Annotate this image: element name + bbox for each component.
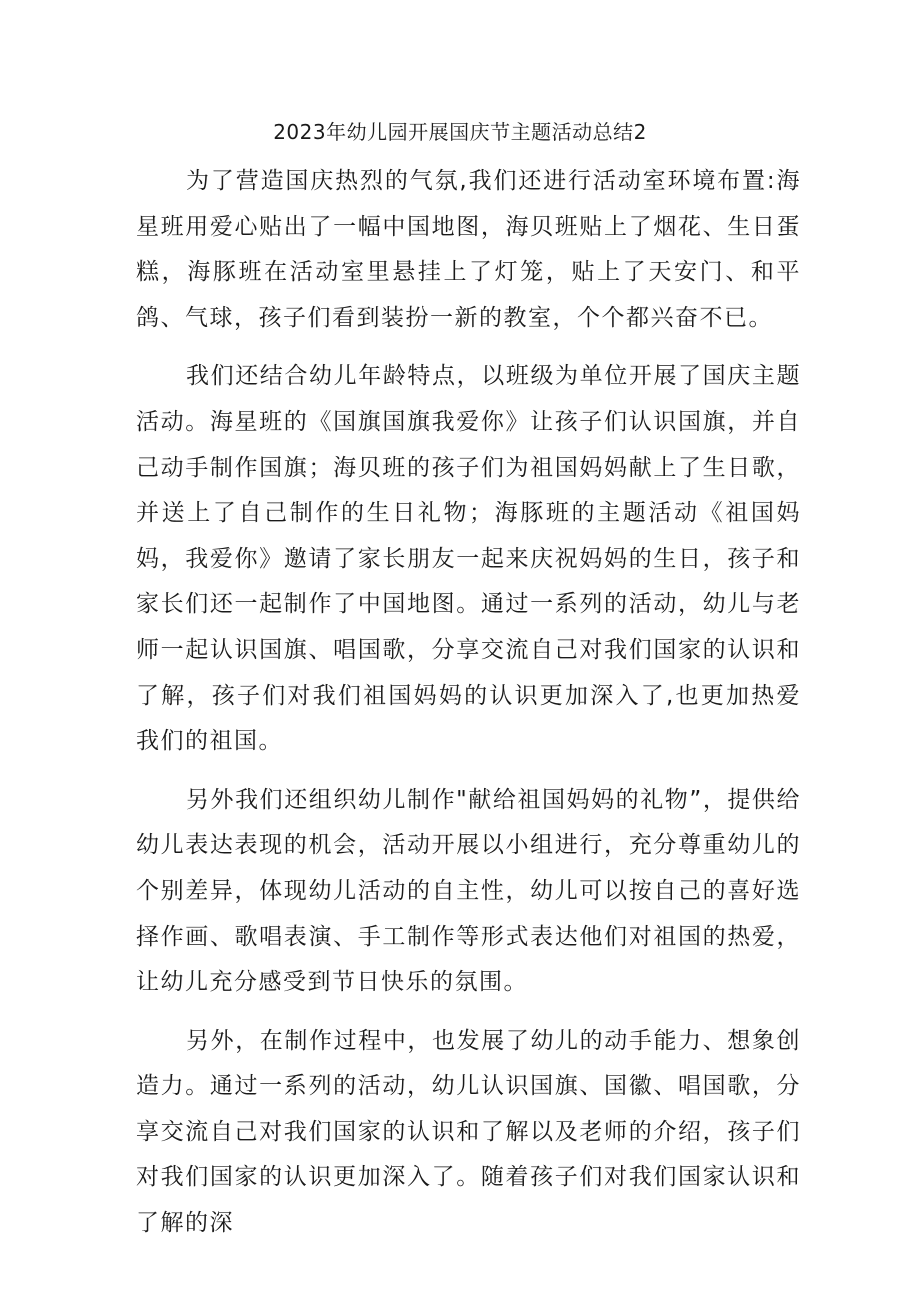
document-title: 2023年幼儿园开展国庆节主题活动总结2 (273, 120, 647, 144)
paragraph-1: 为了营造国庆热烈的气氛,我们还进行活动室环境布置:海星班用爱心贴出了一幅中国地图，海贝班贴上了烟花、生日蛋糕，海豚班在活动室里悬挂上了灯笼，贴上了天安门、和平鸽、气球，孩子们看到装扮一新的教室，个个都兴奋不已。 (136, 168, 801, 331)
paragraph-2: 我们还结合幼儿年龄特点，以班级为单位开展了国庆主题活动。海星班的《国旗国旗我爱你》让孩子们认识国旗，并自己动手制作国旗；海贝班的孩子们为祖国妈妈献上了生日歌，并送上了自己制作的生日礼物；海豚班的主题活动《祖国妈妈，我爱你》邀请了家长朋友一起来庆祝妈妈的生日，孩子和家长们还一起制作了中国地图。通过一系列的活动，幼儿与老师一起认识国旗、唱国歌，分享交流自己对我们国家的认识和了解，孩子们对我们祖国妈妈的认识更加深入了,也更加热爱我们的祖国。 (136, 363, 801, 755)
paragraph-4: 另外，在制作过程中，也发展了幼儿的动手能力、想象创造力。通过一系列的活动，幼儿认识国旗、国徽、唱国歌，分享交流自己对我们国家的认识和了解以及老师的介绍，孩子们对我们国家的认识更加深入了。随着孩子们对我们国家认识和了解的深 (136, 1027, 801, 1237)
document-body (136, 159, 801, 1260)
paragraph-3: 另外我们还组织幼儿制作"献给祖国妈妈的礼物”，提供给幼儿表达表现的机会，活动开展以小组进行，充分尊重幼儿的个别差异，体现幼儿活动的自主性，幼儿可以按自己的喜好选择作画、歌唱表演、手工制作等形式表达他们对祖国的热爱，让幼儿充分感受到节日快乐的氛围。 (136, 786, 801, 996)
